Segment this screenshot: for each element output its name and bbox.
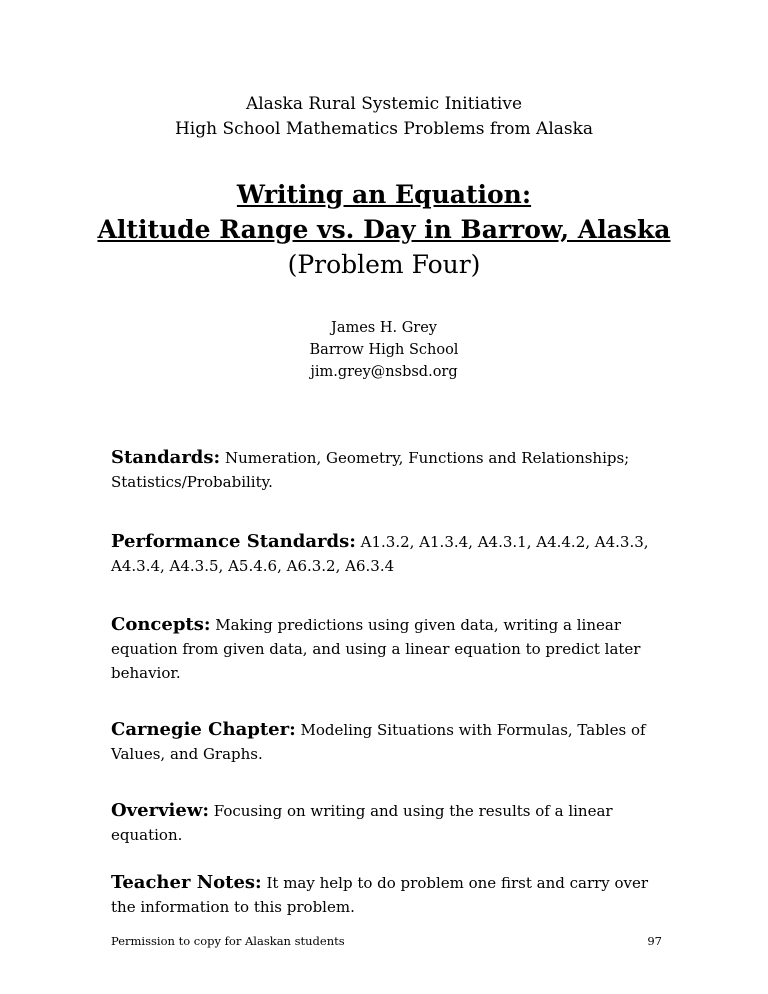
performance-label: Performance Standards: <box>111 531 356 552</box>
section-teacher-notes <box>111 871 671 919</box>
footer-page-number: 97 <box>647 934 662 948</box>
title-line-2: Altitude Range vs. Day in Barrow, Alaska <box>97 215 671 244</box>
title-line-1: Writing an Equation: <box>236 180 532 209</box>
standards-text: Numeration, Geometry, Functions and Relationships; Statistics/Probability. <box>111 449 630 491</box>
section-overview <box>111 799 671 847</box>
concepts-text: Making predictions using given data, writing a linear equation from given data, and using a linear equation to predict later behavior. <box>111 616 641 682</box>
footer-permission: Permission to copy for Alaskan students <box>111 934 345 948</box>
teacher-label: Teacher Notes: <box>111 872 262 893</box>
overview-text: Focusing on writing and using the results of a linear equation. <box>111 802 613 844</box>
author-block <box>0 317 768 383</box>
author-name: James H. Grey <box>331 320 437 336</box>
standards-label: Standards: <box>111 447 221 468</box>
section-concepts <box>111 613 671 685</box>
performance-text: A1.3.2, A1.3.4, A4.3.1, A4.4.2, A4.3.3, A4.3.4, A4.3.5, A5.4.6, A6.3.2, A6.3.4 <box>111 533 649 575</box>
carnegie-label: Carnegie Chapter: <box>111 719 296 740</box>
section-carnegie-chapter <box>111 718 671 766</box>
section-performance-standards <box>111 530 671 578</box>
teacher-text: It may help to do problem one first and carry over the information to this problem. <box>111 874 649 916</box>
author-school: Barrow High School <box>309 342 459 358</box>
page-footer <box>111 934 662 948</box>
author-email: jim.grey@nsbsd.org <box>310 364 458 380</box>
header-line-1: Alaska Rural Systemic Initiative <box>245 94 523 114</box>
section-standards <box>111 446 671 494</box>
carnegie-text: Modeling Situations with Formulas, Tables of Values, and Graphs. <box>111 721 646 763</box>
subtitle: (Problem Four) <box>287 250 481 279</box>
title-block <box>0 177 768 282</box>
document-header <box>0 92 768 142</box>
overview-label: Overview: <box>111 800 209 821</box>
concepts-label: Concepts: <box>111 614 211 635</box>
header-line-2: High School Mathematics Problems from Alaska <box>174 119 594 139</box>
